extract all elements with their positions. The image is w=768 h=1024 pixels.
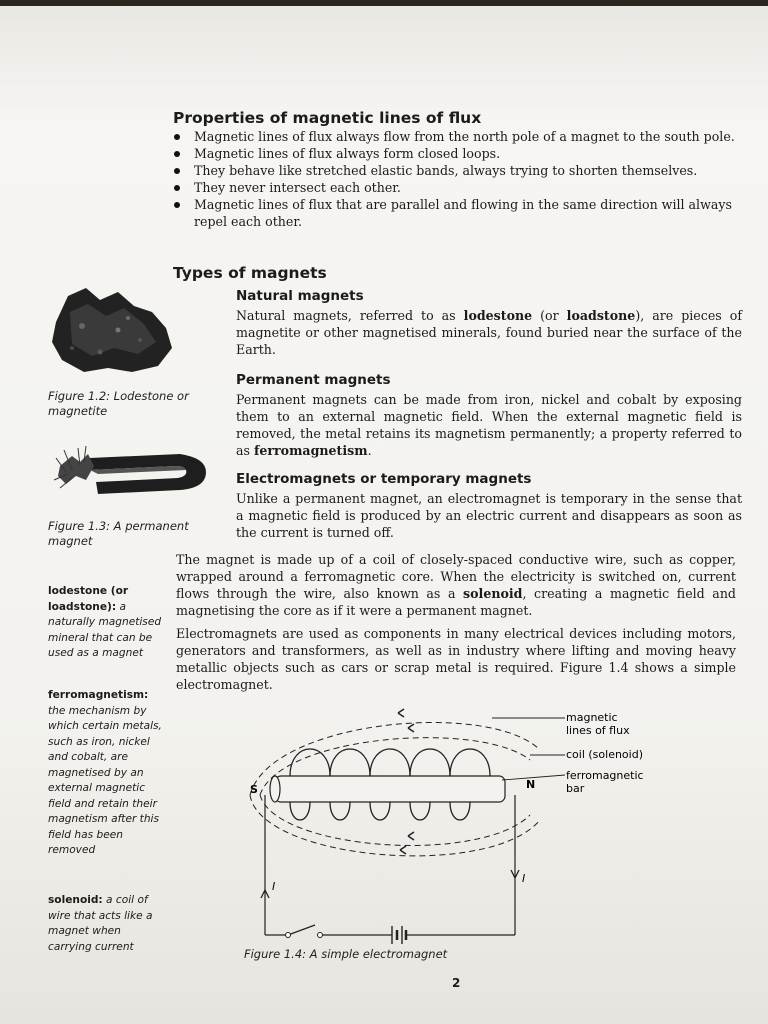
flux-arrow-icon	[398, 709, 404, 717]
label-flux-1: magnetic	[566, 711, 618, 724]
flux-line	[250, 795, 540, 856]
heading-electromagnets: Electromagnets or temporary magnets	[236, 471, 532, 487]
flux-arrow-icon	[408, 724, 414, 732]
circuit-wire	[265, 795, 515, 935]
permanent-paragraph: Permanent magnets can be made from iron, nickel and cobalt by exposing them to an external magnetic field. When the external magnetic field is removed, the metal retains its magnetism permanently; a property referred to as ferromagnetism.	[236, 392, 742, 458]
list-item: Magnetic lines of flux always form closed loops.	[172, 145, 740, 162]
properties-list	[172, 128, 740, 230]
bullet-icon	[174, 185, 180, 191]
heading-natural: Natural magnets	[236, 288, 364, 304]
bullet-icon	[174, 168, 180, 174]
natural-paragraph: Natural magnets, referred to as lodestone (or loadstone), are pieces of magnetite or other magnetised minerals, found buried near the surface of the Earth.	[236, 308, 742, 357]
glossary-entry-ferromagnetism: ferromagnetism: the mechanism by which certain metals, such as iron, nickel and cobalt, are magnetised by an external magnetic field and retain their magnetism after this field has been removed	[48, 689, 162, 856]
heading-permanent: Permanent magnets	[236, 372, 391, 388]
electromagnet-diagram	[230, 700, 670, 950]
label-flux-2: lines of flux	[566, 724, 630, 737]
battery-icon	[392, 926, 406, 944]
figure-caption: Figure 1.3: A permanent magnet	[48, 519, 189, 548]
bullet-icon	[174, 151, 180, 157]
permanent-magnet-image	[50, 436, 210, 506]
figure-caption: Figure 1.2: Lodestone or magnetite	[48, 389, 189, 418]
glossary-entry-lodestone: lodestone (or loadstone): a naturally magnetised mineral that can be used as a magnet	[48, 585, 162, 659]
bullet-icon	[174, 134, 180, 140]
label-bar-2: bar	[566, 782, 585, 795]
electro-paragraph-1: Unlike a permanent magnet, an electromagnet is temporary in the sense that a magnetic field is produced by an electric current and disappears as soon as the current is turned off.	[236, 491, 742, 540]
glossary-entry-solenoid: solenoid: a coil of wire that acts like a magnet when carrying current	[48, 894, 153, 953]
flux-arrow-icon	[408, 832, 414, 840]
electro-paragraph-2: The magnet is made up of a coil of closely-spaced conductive wire, such as copper, wrapped around a ferromagnetic core. When the electricity is switched on, current flows through the wire, also known as a solenoid, creating a magnetic field and magnetising the core as if it were a permanent magnet.	[176, 552, 736, 618]
current-label-left: I	[272, 880, 276, 893]
pole-s-label: S	[250, 783, 258, 796]
heading-types: Types of magnets	[173, 264, 327, 282]
list-item: They behave like stretched elastic bands, always trying to shorten themselves.	[172, 162, 740, 179]
list-item: Magnetic lines of flux that are parallel and flowing in the same direction will always repel each other.	[172, 196, 740, 230]
figure-caption: Figure 1.4: A simple electromagnet	[244, 947, 448, 961]
bullet-icon	[174, 202, 180, 208]
heading-properties: Properties of magnetic lines of flux	[173, 109, 482, 127]
current-label-right: I	[522, 872, 526, 885]
pole-n-label: N	[526, 778, 536, 791]
flux-arrow-icon	[400, 846, 406, 854]
list-item: Magnetic lines of flux always flow from the north pole of a magnet to the south pole.	[172, 128, 740, 145]
list-item: They never intersect each other.	[172, 179, 740, 196]
label-bar-1: ferromagnetic	[566, 769, 644, 782]
lodestone-image	[48, 282, 176, 378]
electro-paragraph-3: Electromagnets are used as components in many electrical devices including motors, generators and transformers, as well as in industry where lifting and moving heavy metallic objects such as cars or scrap metal is required. Figure 1.4 shows a simple electromagnet.	[176, 626, 736, 692]
page-number: 2	[452, 976, 461, 990]
label-coil: coil (solenoid)	[566, 748, 643, 761]
scan-edge	[0, 0, 768, 6]
switch-icon	[286, 933, 291, 938]
ferromagnetic-bar	[275, 776, 505, 802]
